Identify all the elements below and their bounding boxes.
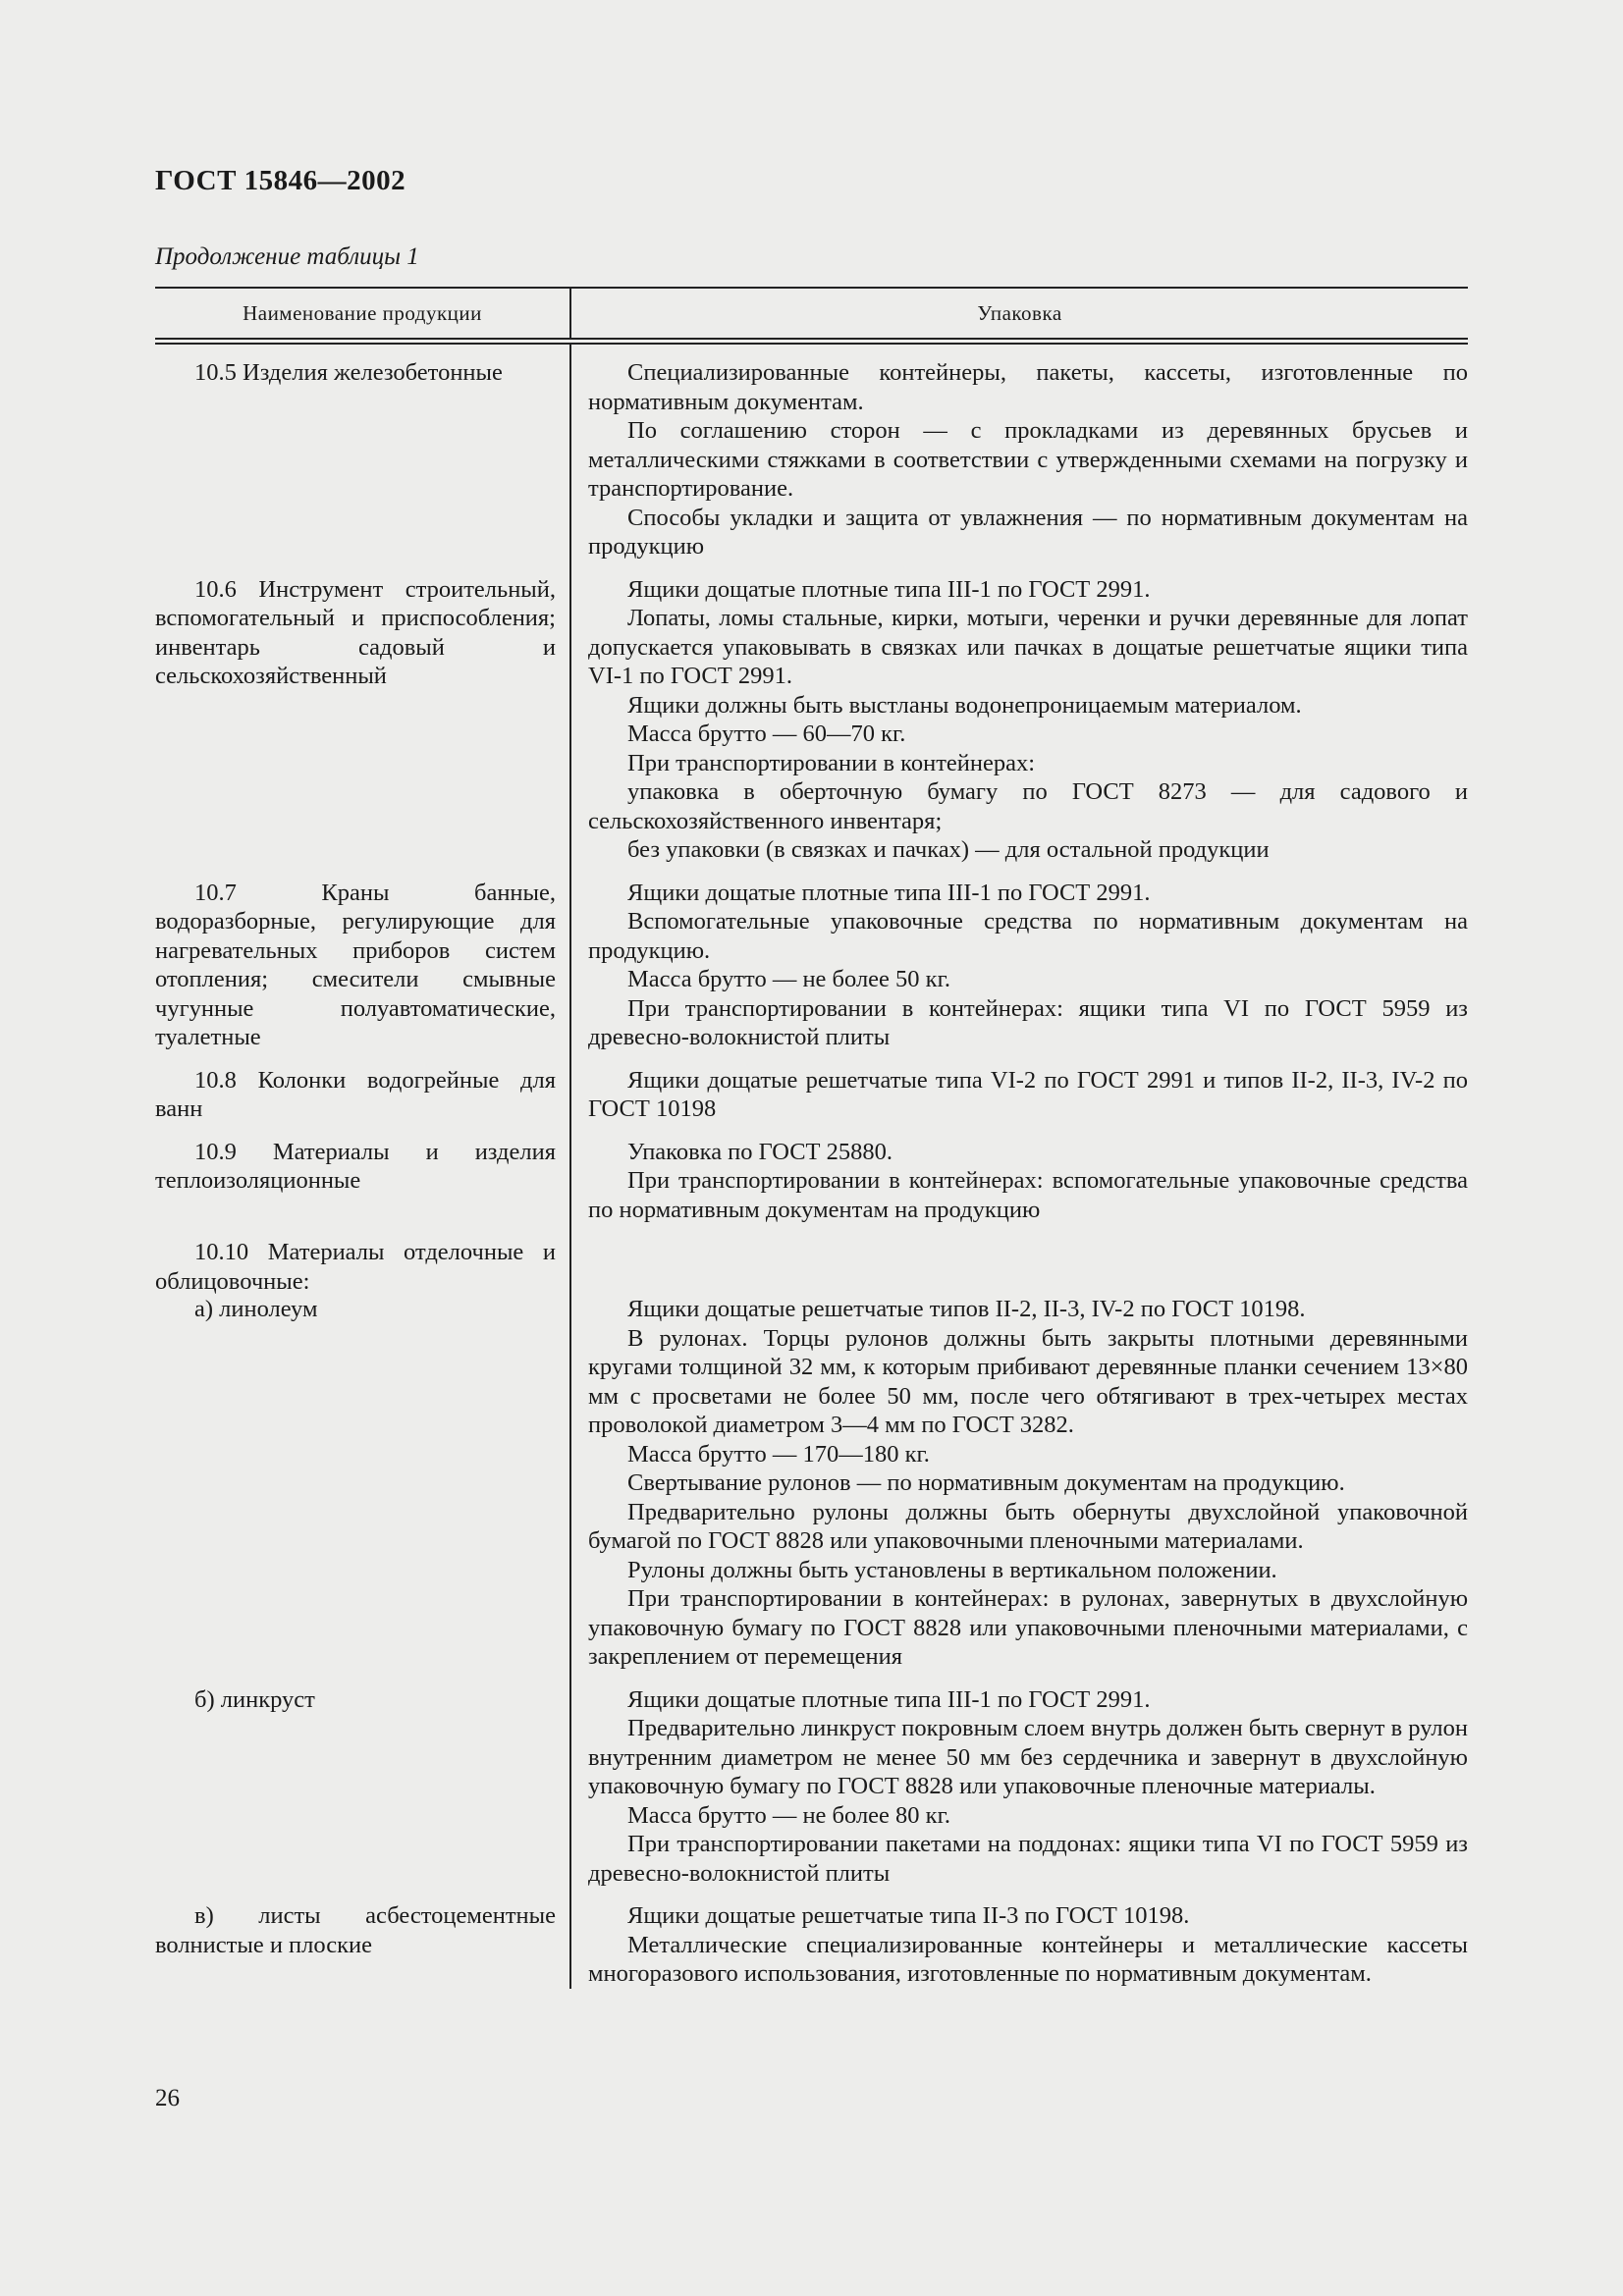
table-header — [155, 287, 1468, 338]
page-number: 26 — [155, 2085, 180, 2111]
packaging-cell: Ящики дощатые плотные типа III-1 по ГОСТ 2991. Предварительно линкруст покровным слоем внутрь должен быть свернут в рулон внутренним диаметром не менее 50 мм без сердечника и завернут в двухслойную упаковочную бумагу по ГОСТ 8828 или упаковочные пленочные материалы. Масса брутто — не более 80 кг. При транспортировании пакетами на поддонах: ящики типа VI по ГОСТ 5959 из древесно-волокнистой плиты — [588, 1685, 1468, 1887]
packaging-cell: Ящики дощатые плотные типа III-1 по ГОСТ 2991. Вспомогательные упаковочные средства по нормативным документам на продукцию. Масса брутто — не более 50 кг. При транспортировании в контейнерах: ящики типа VI по ГОСТ 5959 из древесно-волокнистой плиты — [588, 879, 1468, 1050]
table-row — [155, 1888, 1468, 1989]
page-title: ГОСТ 15846—2002 — [155, 165, 406, 196]
packaging-cell: Ящики дощатые решетчатые типа VI-2 по ГОСТ 2991 и типов II-2, II-3, IV-2 по ГОСТ 10198 — [588, 1066, 1468, 1122]
packaging-cell: Ящики дощатые плотные типа III-1 по ГОСТ 2991. Лопаты, ломы стальные, кирки, мотыги, черенки и ручки деревянные для лопат допускается упаковывать в связках или пачках в дощатые решетчатые ящики типа VI-1 по ГОСТ 2991. Ящики должны быть выстланы водонепроницаемым материалом. Масса брутто — 60—70 кг. При транспортировании в контейнерах: упаковка в оберточную бумагу по ГОСТ 8273 — для садового и сельскохозяйственного инвентаря; без упаковки (в связках и пачках) — для остальной продукции — [588, 575, 1468, 863]
product-cell: в) листы асбестоцементные волнистые и плоские — [155, 1902, 556, 1958]
product-cell: 10.10 Материалы отделочные и облицовочные: — [155, 1239, 556, 1295]
table-body — [155, 345, 1468, 1989]
packaging-cell: Упаковка по ГОСТ 25880. При транспортировании в контейнерах: вспомогательные упаковочные средства по нормативным документам на продукцию — [588, 1138, 1468, 1223]
product-cell: 10.9 Материалы и изделия теплоизоляционные — [155, 1138, 556, 1194]
product-cell: 10.8 Колонки водогрейные для ванн — [155, 1066, 556, 1122]
header-double-rule — [155, 338, 1468, 345]
table-row — [155, 1224, 1468, 1296]
table-row — [155, 345, 1468, 561]
table-row — [155, 865, 1468, 1052]
packaging-cell: Специализированные контейнеры, пакеты, кассеты, изготовленные по нормативным документам. По соглашению сторон — с прокладками из деревянных брусьев и металлическими стяжками в соответствии с утвержденными схемами на погрузку и транспортирование. Способы укладки и защита от увлажнения — по нормативным документам на продукцию — [588, 359, 1468, 560]
product-cell: 10.5 Изделия железобетонные — [194, 359, 503, 386]
product-cell: 10.7 Краны банные, водоразборные, регулирующие для нагревательных приборов систем отопления; смесители смывные чугунные полуавтоматические, туалетные — [155, 879, 556, 1050]
table-row — [155, 1295, 1468, 1672]
product-cell: а) линолеум — [194, 1296, 318, 1322]
column-header-product: Наименование продукции — [155, 289, 571, 338]
table-row — [155, 1672, 1468, 1889]
packaging-cell — [569, 1238, 1468, 1296]
table-row — [155, 1124, 1468, 1225]
packaging-table — [155, 287, 1468, 1989]
table-row — [155, 561, 1468, 865]
packaging-cell: Ящики дощатые решетчатые типа II-3 по ГОСТ 10198. Металлические специализированные контейнеры и металлические кассеты многоразового использования, изготовленные по нормативным документам. — [588, 1902, 1468, 1987]
packaging-cell: Ящики дощатые решетчатые типов II-2, II-3, IV-2 по ГОСТ 10198. В рулонах. Торцы рулонов должны быть закрыты плотными деревянными кругами толщиной 32 мм, к которым прибивают деревянные планки сечением 13×80 мм с просветами не более 50 мм, после чего обтягивают в трех-четырех местах проволокой диаметром 3—4 мм по ГОСТ 3282. Масса брутто — 170—180 кг. Свертывание рулонов — по нормативным документам на продукцию. Предварительно рулоны должны быть обернуты двухслойной упаковочной бумагой по ГОСТ 8828 или упаковочными пленочными материалами. Рулоны должны быть установлены в вертикальном положении. При транспортировании в контейнерах: в рулонах, завернутых в двухслойную упаковочную бумагу по ГОСТ 8828 или упаковочными пленочными материалами, с закреплением от перемещения — [588, 1296, 1468, 1670]
product-cell: б) линкруст — [194, 1685, 315, 1713]
product-cell: 10.6 Инструмент строительный, вспомогательный и приспособления; инвентарь садовый и сельскохозяйственный — [155, 575, 556, 689]
table-row — [155, 1052, 1468, 1124]
table-caption: Продолжение таблицы 1 — [155, 243, 419, 270]
column-header-packaging: Упаковка — [977, 300, 1062, 325]
